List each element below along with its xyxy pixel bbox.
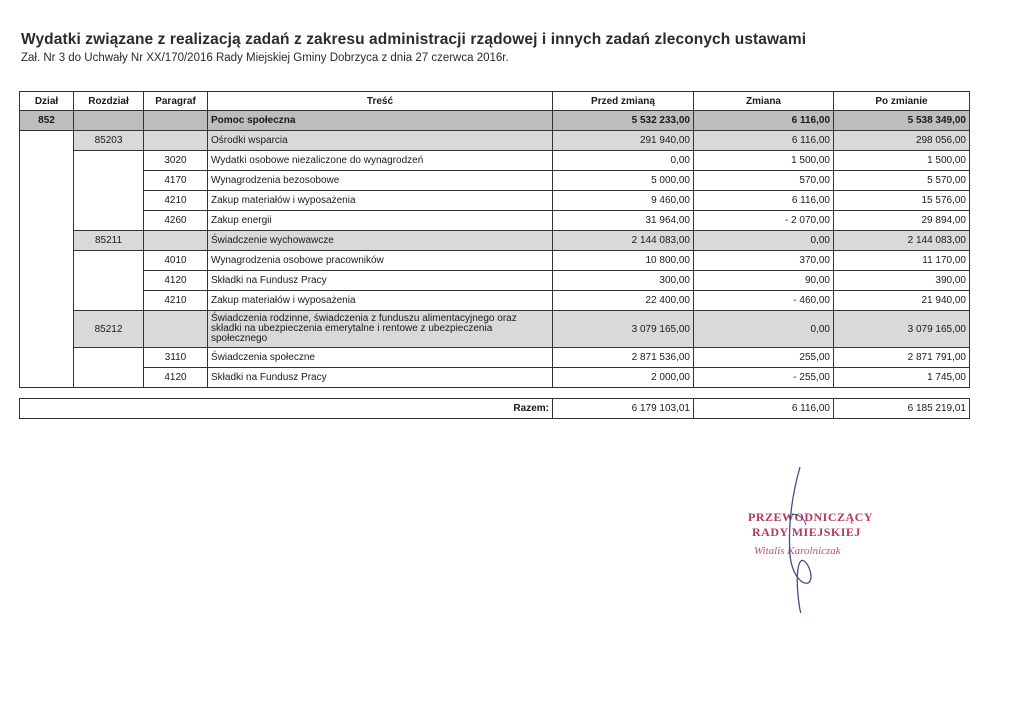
cell-rozdzial: 85203 bbox=[74, 131, 144, 151]
cell-zmiana: 1 500,00 bbox=[694, 151, 834, 171]
table-row bbox=[20, 191, 970, 211]
cell-paragraf: 4210 bbox=[144, 291, 208, 311]
cell-paragraf bbox=[144, 111, 208, 131]
col-header-rozdzial: Rozdział bbox=[74, 92, 144, 111]
cell-zmiana: 370,00 bbox=[694, 251, 834, 271]
cell-paragraf: 4260 bbox=[144, 211, 208, 231]
cell-paragraf bbox=[144, 231, 208, 251]
cell-zmiana: 255,00 bbox=[694, 348, 834, 368]
stamp-line-1: PRZEWODNICZĄCY bbox=[748, 510, 874, 524]
stamp-line-3: Witalis Karolniczak bbox=[754, 545, 841, 557]
cell-paragraf bbox=[144, 131, 208, 151]
cell-przed: 10 800,00 bbox=[553, 251, 694, 271]
cell-zmiana: 6 116,00 bbox=[694, 191, 834, 211]
cell-tresc: Wydatki osobowe niezaliczone do wynagrodzeń bbox=[208, 151, 553, 171]
cell-dzial: 852 bbox=[20, 111, 74, 131]
cell-zmiana: - 2 070,00 bbox=[694, 211, 834, 231]
cell-przed: 2 144 083,00 bbox=[553, 231, 694, 251]
cell-przed: 5 000,00 bbox=[553, 171, 694, 191]
cell-paragraf bbox=[144, 311, 208, 348]
cell-tresc: Składki na Fundusz Pracy bbox=[208, 271, 553, 291]
total-row bbox=[20, 399, 970, 419]
table-row bbox=[20, 111, 970, 131]
cell-tresc: Świadczenia społeczne bbox=[208, 348, 553, 368]
table-row bbox=[20, 211, 970, 231]
cell-tresc: Wynagrodzenia osobowe pracowników bbox=[208, 251, 553, 271]
stamp-line-2: RADY MIEJSKIEJ bbox=[752, 525, 861, 539]
cell-paragraf: 4120 bbox=[144, 368, 208, 388]
cell-zmiana: 6 116,00 bbox=[694, 111, 834, 131]
table-row bbox=[20, 251, 970, 271]
total-przed: 6 179 103,01 bbox=[553, 399, 694, 419]
cell-po: 15 576,00 bbox=[834, 191, 970, 211]
cell-przed: 22 400,00 bbox=[553, 291, 694, 311]
cell-po: 2 871 791,00 bbox=[834, 348, 970, 368]
table-row bbox=[20, 368, 970, 388]
signature-image bbox=[770, 465, 830, 615]
cell-paragraf: 3020 bbox=[144, 151, 208, 171]
col-header-paragraf: Paragraf bbox=[144, 92, 208, 111]
cell-rozdzial: 85211 bbox=[74, 231, 144, 251]
cell-dzial bbox=[20, 131, 74, 388]
cell-tresc: Zakup materiałów i wyposażenia bbox=[208, 291, 553, 311]
cell-po: 21 940,00 bbox=[834, 291, 970, 311]
table-header-row bbox=[20, 92, 970, 111]
cell-po: 1 500,00 bbox=[834, 151, 970, 171]
col-header-tresc: Treść bbox=[208, 92, 553, 111]
cell-po: 3 079 165,00 bbox=[834, 311, 970, 348]
col-header-dzial: Dział bbox=[20, 92, 74, 111]
table-row bbox=[20, 231, 970, 251]
cell-paragraf: 4120 bbox=[144, 271, 208, 291]
col-header-przed: Przed zmianą bbox=[553, 92, 694, 111]
cell-przed: 31 964,00 bbox=[553, 211, 694, 231]
cell-po: 298 056,00 bbox=[834, 131, 970, 151]
table-row bbox=[20, 311, 970, 348]
expenses-table bbox=[19, 91, 970, 388]
cell-przed: 2 871 536,00 bbox=[553, 348, 694, 368]
cell-paragraf: 4170 bbox=[144, 171, 208, 191]
cell-tresc: Zakup materiałów i wyposażenia bbox=[208, 191, 553, 211]
cell-po: 2 144 083,00 bbox=[834, 231, 970, 251]
cell-paragraf: 4210 bbox=[144, 191, 208, 211]
cell-rozdzial bbox=[74, 111, 144, 131]
cell-przed: 3 079 165,00 bbox=[553, 311, 694, 348]
page-title: Wydatki związane z realizacją zadań z zakresu administracji rządowej i innych zadań zleconych ustawami bbox=[21, 31, 807, 48]
cell-paragraf: 4010 bbox=[144, 251, 208, 271]
table-row bbox=[20, 131, 970, 151]
cell-po: 11 170,00 bbox=[834, 251, 970, 271]
cell-zmiana: 6 116,00 bbox=[694, 131, 834, 151]
cell-rozdzial bbox=[74, 151, 144, 231]
col-header-po: Po zmianie bbox=[834, 92, 970, 111]
cell-po: 1 745,00 bbox=[834, 368, 970, 388]
cell-przed: 5 532 233,00 bbox=[553, 111, 694, 131]
cell-tresc: Ośrodki wsparcia bbox=[208, 131, 553, 151]
total-table bbox=[19, 398, 970, 419]
cell-po: 5 538 349,00 bbox=[834, 111, 970, 131]
cell-po: 5 570,00 bbox=[834, 171, 970, 191]
cell-zmiana: - 255,00 bbox=[694, 368, 834, 388]
cell-tresc: Świadczenia rodzinne, świadczenia z funduszu alimentacyjnego oraz składki na ubezpieczenia emerytalne i rentowe z ubezpieczenia społecznego bbox=[208, 311, 553, 348]
page-subtitle: Zał. Nr 3 do Uchwały Nr XX/170/2016 Rady Miejskiej Gminy Dobrzyca z dnia 27 czerwca 2016r. bbox=[21, 52, 509, 64]
total-label: Razem: bbox=[20, 399, 553, 419]
table-row bbox=[20, 271, 970, 291]
cell-zmiana: 570,00 bbox=[694, 171, 834, 191]
cell-przed: 2 000,00 bbox=[553, 368, 694, 388]
cell-tresc: Wynagrodzenia bezosobowe bbox=[208, 171, 553, 191]
total-zmiana: 6 116,00 bbox=[694, 399, 834, 419]
cell-paragraf: 3110 bbox=[144, 348, 208, 368]
cell-przed: 9 460,00 bbox=[553, 191, 694, 211]
table-row bbox=[20, 151, 970, 171]
table-row bbox=[20, 171, 970, 191]
cell-rozdzial bbox=[74, 348, 144, 388]
cell-tresc: Składki na Fundusz Pracy bbox=[208, 368, 553, 388]
table-row bbox=[20, 291, 970, 311]
cell-przed: 291 940,00 bbox=[553, 131, 694, 151]
total-po: 6 185 219,01 bbox=[834, 399, 970, 419]
table-row bbox=[20, 348, 970, 368]
cell-rozdzial: 85212 bbox=[74, 311, 144, 348]
cell-zmiana: 0,00 bbox=[694, 311, 834, 348]
col-header-zmiana: Zmiana bbox=[694, 92, 834, 111]
cell-zmiana: 0,00 bbox=[694, 231, 834, 251]
cell-rozdzial bbox=[74, 251, 144, 311]
cell-po: 390,00 bbox=[834, 271, 970, 291]
cell-tresc: Zakup energii bbox=[208, 211, 553, 231]
cell-tresc: Świadczenie wychowawcze bbox=[208, 231, 553, 251]
cell-tresc: Pomoc społeczna bbox=[208, 111, 553, 131]
cell-po: 29 894,00 bbox=[834, 211, 970, 231]
cell-zmiana: - 460,00 bbox=[694, 291, 834, 311]
cell-przed: 300,00 bbox=[553, 271, 694, 291]
cell-przed: 0,00 bbox=[553, 151, 694, 171]
cell-zmiana: 90,00 bbox=[694, 271, 834, 291]
